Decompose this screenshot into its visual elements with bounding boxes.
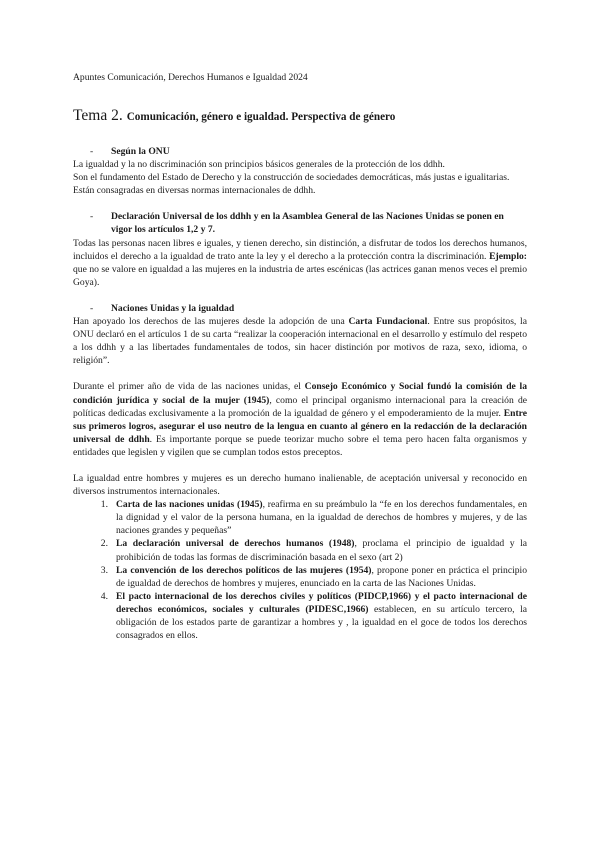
- text-run: Todas las personas nacen libres e iguales, y tienen derecho, sin distinción, a disfrutar de todos los derechos humanos, incluidos el derecho a la igualdad de trato ante la ley y el derecho a la protección contra la discriminación.: [73, 237, 527, 262]
- section-heading-naciones: [90, 302, 527, 315]
- list-number: 3.: [100, 564, 108, 576]
- list-item: [73, 564, 527, 590]
- title-number: Tema 2.: [73, 107, 123, 124]
- paragraph: [73, 380, 527, 459]
- bold-run: Carta de las naciones unidas (1945): [116, 499, 263, 511]
- bullet-dash: -: [90, 302, 94, 314]
- text-run: Han apoyado los derechos de las mujeres desde la adopción de una: [73, 316, 349, 328]
- bullet-dash: -: [90, 146, 94, 157]
- text-run: Durante el primer año de vida de las naciones unidas, el: [73, 381, 305, 393]
- text-run: que no se valore en igualdad a las mujeres en la industria de artes escénicas (las actrices ganan menos veces el premio Goya).: [73, 263, 527, 288]
- text-run: , proclama el principio de igualdad y la prohibición de todas las formas de discriminación basada en el sexo (art 2): [116, 538, 528, 563]
- list-text: [116, 590, 527, 642]
- list-number: 1.: [100, 499, 108, 511]
- bold-run: La convención de los derechos políticos de las mujeres (1954): [116, 564, 372, 576]
- heading-text: Según la ONU: [111, 146, 170, 157]
- text-run: , propone poner en práctica el principio de igualdad de derechos de hombres y mujeres, enunciado en la carta de las Naciones Unidas.: [116, 564, 527, 589]
- section-heading-onu: [90, 145, 527, 158]
- instruments-list: [73, 498, 527, 642]
- bold-run: Entre sus primeros logros, asegurar el uso neutro de la lengua en cuanto al género en la redacción de la declaración universal de ddhh: [73, 407, 527, 445]
- text-run: , como el principal organismo internacional para la creación de políticas dedicadas exclusivamente a la promoción de la igualdad de género y el empoderamiento de la mujer.: [73, 394, 527, 419]
- heading-text: Declaración Universal de los ddhh y en la Asamblea General de las Naciones Unidas se ponen en vigor los artículos 1,2 y 7.: [111, 211, 504, 236]
- paragraph: [73, 237, 527, 289]
- page-title: [73, 107, 395, 125]
- text-run: establecen, en su artículo tercero, la obligación de los estados parte de garantizar a hombres y , la igualdad en el goce de todos los derechos consagrados en ellos.: [116, 603, 527, 642]
- paragraph: Son el fundamento del Estado de Derecho y la construcción de sociedades democráticas, más justas e igualitarias. Están consagradas en diversas normas internacionales de ddhh.: [73, 172, 510, 197]
- list-number: 2.: [100, 538, 108, 550]
- paragraph: La igualdad entre hombres y mujeres es un derecho humano inalienable, de aceptación universal y reconocido en diversos instrumentos internacionales.: [73, 472, 527, 498]
- list-item: [73, 498, 527, 537]
- bold-run: El pacto internacional de los derechos civiles y políticos (PIDCP,1966) y el pacto internacional de derechos económicos, sociales y culturales (PIDESC,1966): [116, 590, 527, 615]
- bullet-dash: -: [90, 211, 94, 223]
- text-run: . Entre sus propósitos, la ONU declaró en el artículos 1 de su carta “realizar la cooperación internacional en el desarrollo y estímulo del respeto a los ddhh y a las libertades fundamentales de todos, sin hacer distinción por motivos de raza, sexo, idioma, o religión”.: [73, 316, 527, 367]
- bold-run: Consejo Económico y Social fundó la comisión de la condición jurídica y social de la mujer (1945): [73, 381, 527, 406]
- bold-run: La declaración universal de derechos humanos (1948): [116, 538, 355, 550]
- example-label: Ejemplo:: [489, 250, 527, 262]
- paragraph: [73, 315, 527, 367]
- section-heading-declaracion: [90, 210, 527, 236]
- heading-text: Naciones Unidas y la igualdad: [111, 302, 235, 314]
- list-text: [116, 498, 527, 537]
- list-number: 4.: [100, 590, 108, 602]
- list-text: [116, 537, 527, 563]
- paragraph: La igualdad y la no discriminación son principios básicos generales de la protección de los ddhh.: [73, 159, 445, 171]
- list-item: [73, 590, 527, 642]
- list-item: [73, 537, 527, 563]
- bold-run: Carta Fundacional: [348, 316, 428, 328]
- list-text: [116, 564, 527, 590]
- text-run: . Es importante porque se puede teorizar mucho sobre el tema pero hacen falta organismos y entidades que legislen y vigilen que se cumplan todos estos preceptos.: [73, 433, 527, 458]
- title-subtitle: Comunicación, género e igualdad. Perspectiva de género: [126, 111, 396, 123]
- text-run: , reafirma en su preámbulo la “fe en los derechos fundamentales, en la dignidad y el valor de la persona humana, en la igualdad de derechos de hombres y mujeres, y de las naciones grandes y pequeñas”: [116, 499, 527, 537]
- document-header: Apuntes Comunicación, Derechos Humanos e Igualdad 2024: [73, 72, 308, 83]
- document-body: [73, 145, 527, 642]
